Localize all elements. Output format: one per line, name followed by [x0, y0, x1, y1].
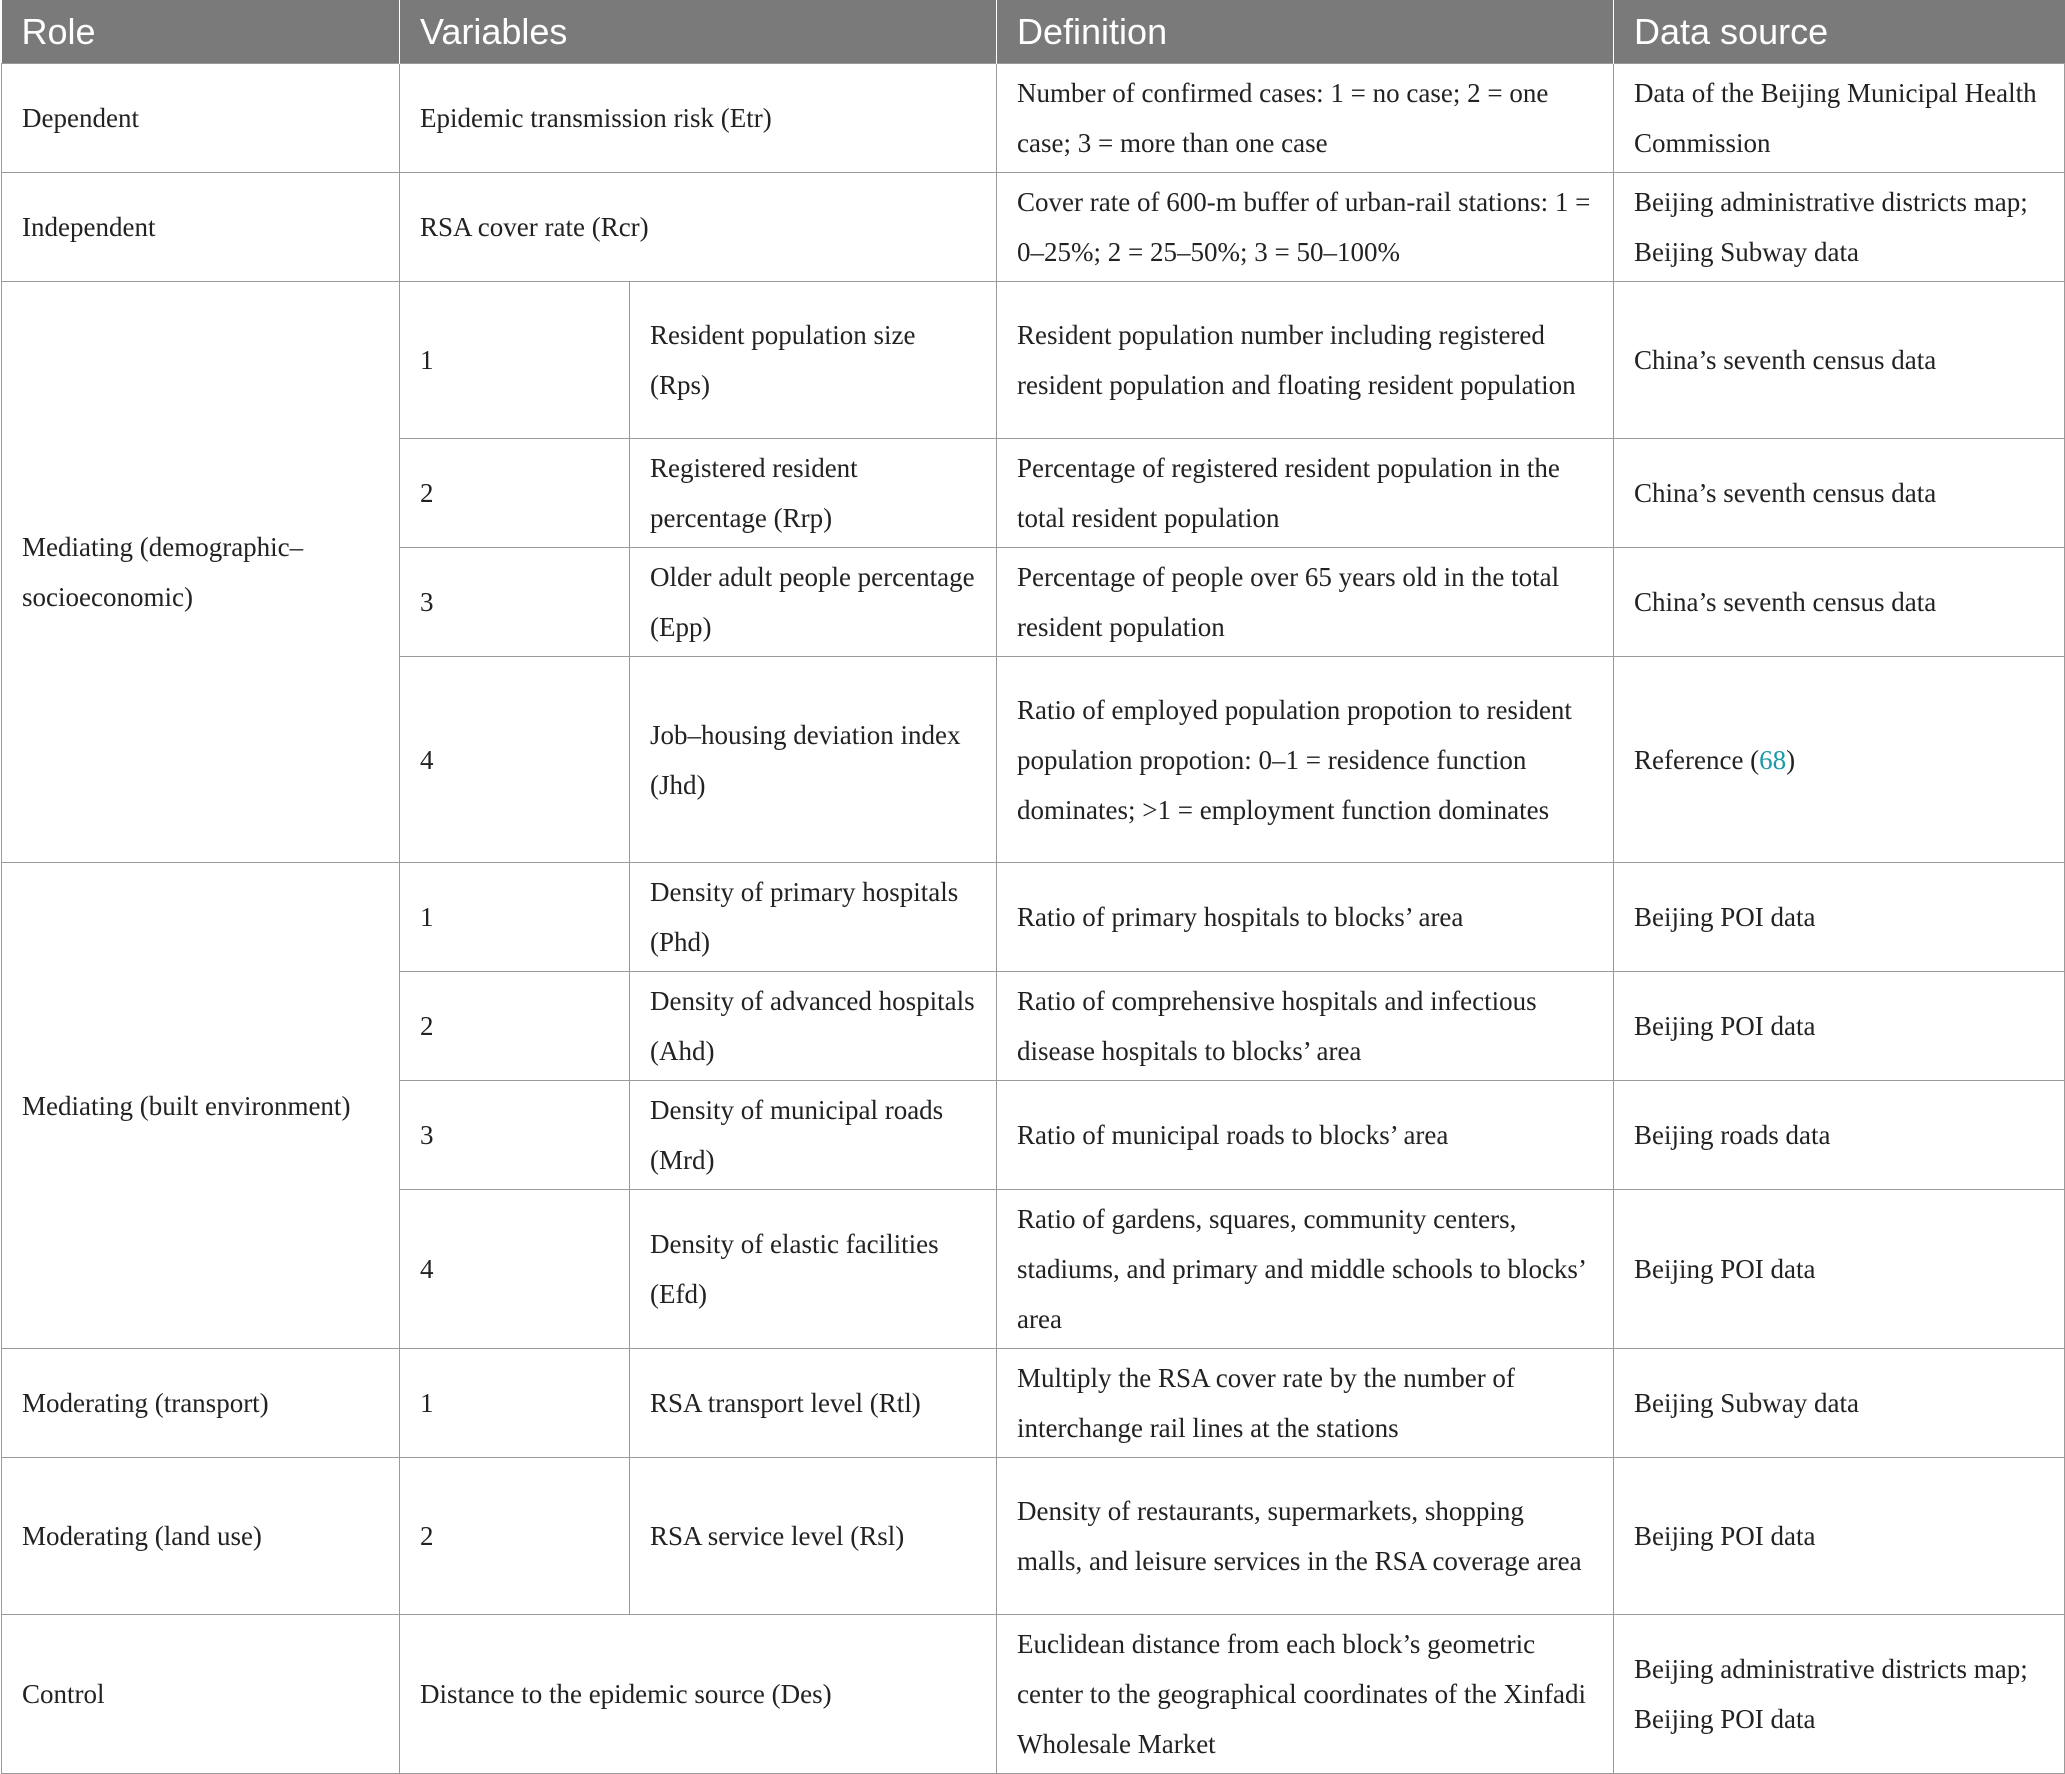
source-text: Reference ( — [1634, 744, 1760, 775]
number-cell: 1 — [400, 863, 630, 972]
variable-cell: Distance to the epidemic source (Des) — [400, 1615, 997, 1774]
variable-cell: Epidemic transmission risk (Etr) — [400, 64, 997, 173]
table-header-row — [2, 0, 2065, 64]
definition-cell: Percentage of people over 65 years old in the total resident population — [997, 548, 1614, 657]
table-row — [2, 64, 2065, 173]
role-cell: Moderating (transport) — [2, 1349, 400, 1458]
number-cell: 1 — [400, 282, 630, 439]
role-cell: Dependent — [2, 64, 400, 173]
number-cell: 3 — [400, 548, 630, 657]
definition-cell: Percentage of registered resident population in the total resident population — [997, 439, 1614, 548]
variable-cell: Density of municipal roads (Mrd) — [630, 1081, 997, 1190]
variables-table — [1, 0, 2065, 1774]
variable-cell: RSA transport level (Rtl) — [630, 1349, 997, 1458]
table-row — [2, 1615, 2065, 1774]
definition-cell: Ratio of employed population propotion to resident population propotion: 0–1 = residence function dominates; >1 = employment function dominates — [997, 657, 1614, 863]
number-cell: 2 — [400, 1458, 630, 1615]
source-cell: Beijing roads data — [1614, 1081, 2065, 1190]
source-cell: China’s seventh census data — [1614, 439, 2065, 548]
variable-cell: Registered resident percentage (Rrp) — [630, 439, 997, 548]
source-cell: Beijing POI data — [1614, 1190, 2065, 1349]
variable-cell: RSA cover rate (Rcr) — [400, 173, 997, 282]
definition-cell: Ratio of municipal roads to blocks’ area — [997, 1081, 1614, 1190]
variable-cell: Resident population size (Rps) — [630, 282, 997, 439]
source-cell: China’s seventh census data — [1614, 282, 2065, 439]
variable-cell: Density of advanced hospitals (Ahd) — [630, 972, 997, 1081]
number-cell: 2 — [400, 439, 630, 548]
definition-cell: Number of confirmed cases: 1 = no case; 2 = one case; 3 = more than one case — [997, 64, 1614, 173]
definition-cell: Density of restaurants, supermarkets, shopping malls, and leisure services in the RSA coverage area — [997, 1458, 1614, 1615]
table-row — [2, 1349, 2065, 1458]
source-cell: Beijing administrative districts map; Beijing POI data — [1614, 1615, 2065, 1774]
definition-cell: Euclidean distance from each block’s geometric center to the geographical coordinates of the Xinfadi Wholesale Market — [997, 1615, 1614, 1774]
number-cell: 2 — [400, 972, 630, 1081]
variable-cell: Density of elastic facilities (Efd) — [630, 1190, 997, 1349]
reference-link[interactable]: 68 — [1759, 744, 1787, 775]
source-cell: Beijing POI data — [1614, 863, 2065, 972]
role-cell: Independent — [2, 173, 400, 282]
source-cell: Data of the Beijing Municipal Health Commission — [1614, 64, 2065, 173]
definition-cell: Ratio of primary hospitals to blocks’ area — [997, 863, 1614, 972]
definition-cell: Ratio of gardens, squares, community centers, stadiums, and primary and middle schools to blocks’ area — [997, 1190, 1614, 1349]
variable-cell: RSA service level (Rsl) — [630, 1458, 997, 1615]
number-cell: 3 — [400, 1081, 630, 1190]
source-cell: Beijing POI data — [1614, 972, 2065, 1081]
definition-cell: Resident population number including registered resident population and floating resident population — [997, 282, 1614, 439]
source-cell: China’s seventh census data — [1614, 548, 2065, 657]
variable-cell: Job–housing deviation index (Jhd) — [630, 657, 997, 863]
header-data-source: Data source — [1614, 0, 2065, 64]
definition-cell: Multiply the RSA cover rate by the number of interchange rail lines at the stations — [997, 1349, 1614, 1458]
table-row — [2, 282, 2065, 439]
table-row — [2, 863, 2065, 972]
definition-cell: Cover rate of 600-m buffer of urban-rail stations: 1 = 0–25%; 2 = 25–50%; 3 = 50–100% — [997, 173, 1614, 282]
source-cell: Beijing Subway data — [1614, 1349, 2065, 1458]
definition-cell: Ratio of comprehensive hospitals and infectious disease hospitals to blocks’ area — [997, 972, 1614, 1081]
number-cell: 4 — [400, 1190, 630, 1349]
table-row — [2, 173, 2065, 282]
source-cell — [1614, 657, 2065, 863]
role-cell: Mediating (demographic–socioeconomic) — [2, 282, 400, 863]
source-cell: Beijing administrative districts map; Beijing Subway data — [1614, 173, 2065, 282]
source-text-suffix: ) — [1786, 744, 1796, 775]
header-role: Role — [2, 0, 400, 64]
table-row — [2, 1458, 2065, 1615]
role-cell: Moderating (land use) — [2, 1458, 400, 1615]
role-cell: Mediating (built environment) — [2, 863, 400, 1349]
source-cell: Beijing POI data — [1614, 1458, 2065, 1615]
variable-cell: Older adult people percentage (Epp) — [630, 548, 997, 657]
header-definition: Definition — [997, 0, 1614, 64]
role-cell: Control — [2, 1615, 400, 1774]
number-cell: 4 — [400, 657, 630, 863]
variable-cell: Density of primary hospitals (Phd) — [630, 863, 997, 972]
header-variables: Variables — [400, 0, 997, 64]
number-cell: 1 — [400, 1349, 630, 1458]
